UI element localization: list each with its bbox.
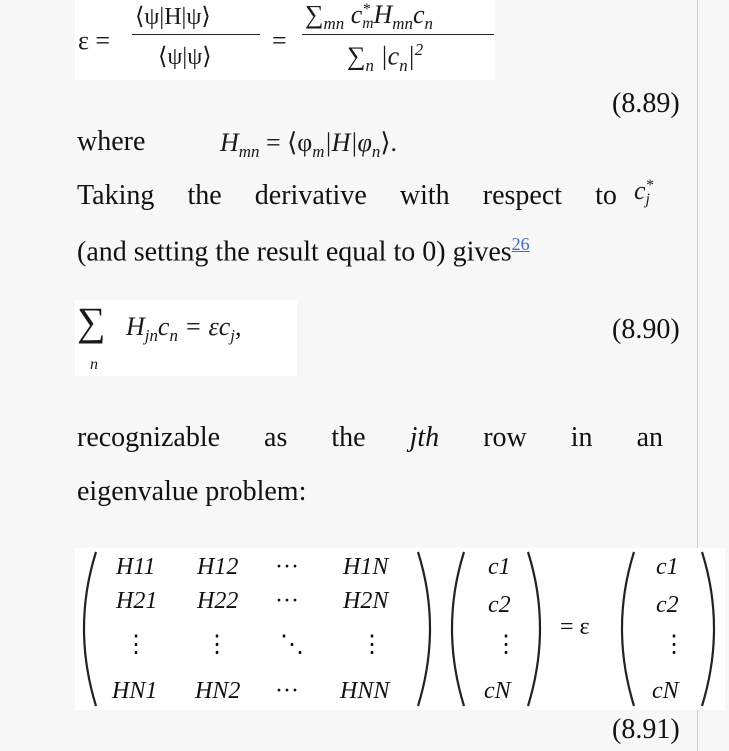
matrix-cell-2-3: ···: [275, 588, 299, 614]
matrix-cell-1-2: H12: [197, 554, 239, 580]
fraction2-denominator: $\sum_n$ $|c_n|^2$: [347, 40, 424, 75]
matrix-cell-3-1: ⋮: [124, 632, 148, 658]
summation-index: n: [90, 356, 98, 373]
equals-sign: =: [272, 26, 287, 55]
equation-number-8-91: (8.91): [612, 714, 680, 745]
matrix-cell-4-4: HNN: [340, 678, 390, 704]
vector-c2-right-paren: [702, 552, 714, 706]
vector-c-entry-4: cN: [484, 678, 511, 704]
matrix-cell-3-3: ⋱: [280, 632, 304, 658]
equation-number-8-89: (8.89): [612, 88, 680, 119]
equation-number-8-90: (8.90): [612, 314, 680, 345]
matrix-cell-2-2: H22: [197, 588, 239, 614]
paragraph-1-line-1: Taking the derivative with respect to: [77, 180, 617, 211]
hamiltonian-matrix-element: $H_{mn}$ = $⟨\varphi_m|H|\varphi_n⟩$.: [220, 128, 398, 162]
equation-8-90-body: $H_{jn}c_n = \varepsilon c_j$,: [126, 312, 242, 346]
matrix-cell-2-1: H21: [116, 588, 158, 614]
vector-c2-entry-1: c1: [656, 554, 679, 580]
vector-c2-left-paren: [622, 552, 634, 706]
matrix-left-paren: [84, 552, 96, 706]
where-word: where: [77, 126, 146, 157]
paragraph-2-line-1: recognizable as the jth row in an: [77, 422, 663, 453]
fraction1-numerator: ⟨ψ|H|ψ⟩: [135, 4, 211, 30]
matrix-right-paren: [418, 552, 430, 706]
matrix-cell-3-4: ⋮: [360, 632, 384, 658]
matrix-cell-4-2: HN2: [195, 678, 241, 704]
footnote-link-26[interactable]: 26: [511, 234, 530, 254]
matrix-cell-3-2: ⋮: [205, 632, 229, 658]
paragraph-1-line-2: (and setting the result equal to 0) gives$^{26}$: [77, 234, 530, 268]
vector-c2-entry-3: ⋮: [662, 632, 686, 658]
vector-c2-entry-2: c2: [656, 592, 679, 618]
vector-c2-entry-4: cN: [652, 678, 679, 704]
fraction2-numerator: $\sum_{mn}$ c* $mH_{mn}c_n$: [305, 0, 433, 34]
vector-c-right-paren: [528, 552, 540, 706]
fraction1-denominator: ⟨ψ|ψ⟩: [158, 44, 212, 70]
matrix-cell-2-4: H2N: [343, 588, 389, 614]
matrix-cell-1-1: H11: [116, 554, 156, 580]
vector-c-left-paren: [452, 552, 464, 706]
vector-c-entry-1: c1: [488, 554, 511, 580]
matrix-cell-4-1: HN1: [112, 678, 158, 704]
c-j-conjugate: c* j: [634, 176, 654, 209]
matrix-cell-1-3: ···: [275, 554, 299, 580]
matrix-cell-1-4: H1N: [343, 554, 389, 580]
paragraph-2-line-2: eigenvalue problem:: [77, 476, 307, 507]
summation-symbol: ∑: [77, 299, 106, 344]
vector-c-entry-3: ⋮: [494, 632, 518, 658]
epsilon-lhs: ε =: [78, 26, 111, 55]
vector-c-entry-2: c2: [488, 592, 511, 618]
matrix-cell-4-3: ···: [275, 678, 299, 704]
equals-epsilon: = ε: [560, 614, 590, 640]
